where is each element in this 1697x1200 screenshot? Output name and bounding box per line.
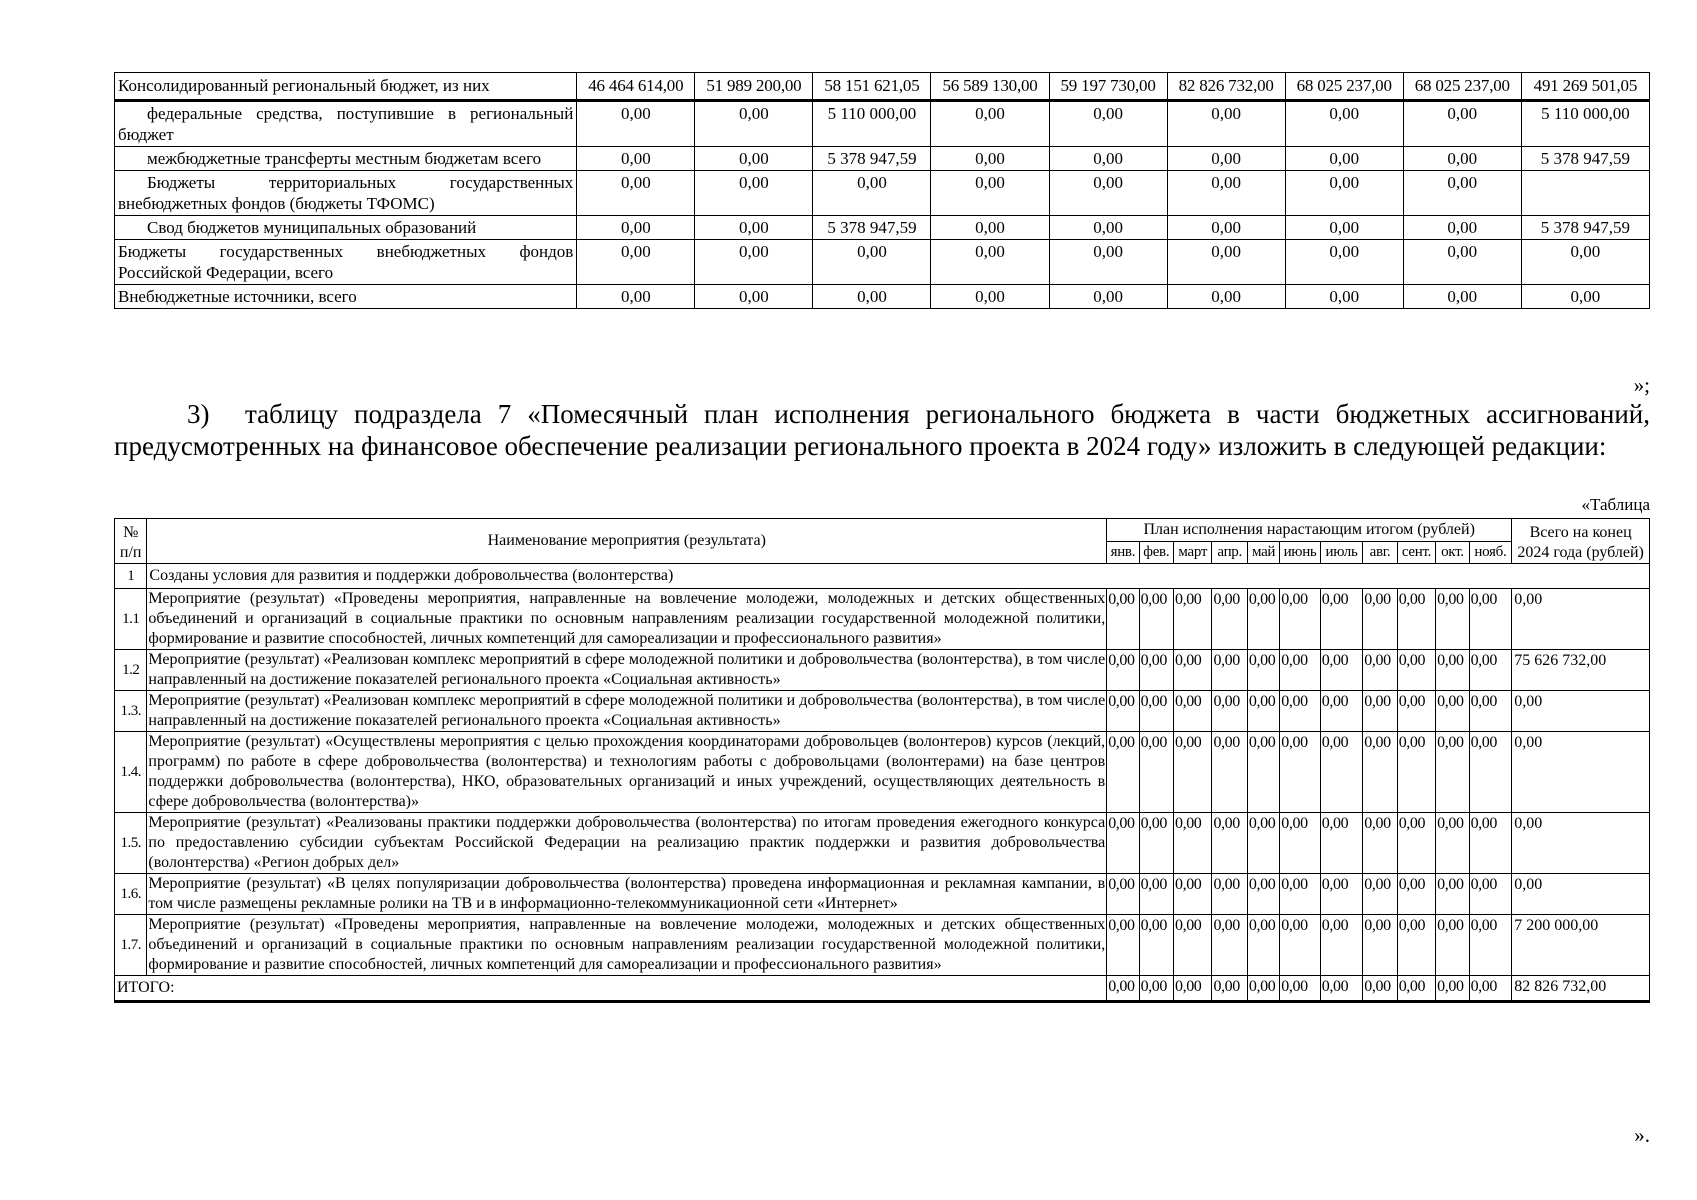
budget-value: 0,00 [1285,240,1403,285]
budget-value: 0,00 [1285,171,1403,216]
activity-row [115,732,1650,813]
month-value: 0,00 [1397,691,1435,732]
month-value: 0,00 [1139,589,1173,650]
activity-name: Мероприятие (результат) «В целях популяризации добровольчества (волонтерства) проведена информационная и рекламная кампании, в том числе размещены рекламные ролики на ТВ и в информационно-телекоммуникационной сети «Интернет» [147,874,1107,915]
budget-value: 5 378 947,59 [1521,147,1649,171]
month-value: 0,00 [1280,813,1320,874]
month-value: 0,00 [1139,915,1173,976]
month-value: 0,00 [1363,874,1397,915]
budget-value: 0,00 [1403,216,1521,240]
budget-value: 5 378 947,59 [1521,216,1649,240]
activity-num: 1.6. [115,874,147,915]
budget-row [115,285,1650,309]
month-value: 0,00 [1212,589,1247,650]
budget-value: 68 025 237,00 [1403,73,1521,101]
month-value: 0,00 [1247,732,1279,813]
section-row [115,564,1650,589]
itogo-label: ИТОГО: [115,976,1107,1002]
itogo-month-value: 0,00 [1436,976,1469,1002]
activity-total: 7 200 000,00 [1512,915,1650,976]
month-value: 0,00 [1139,650,1173,691]
budget-row [115,216,1650,240]
activity-num: 1.5. [115,813,147,874]
month-value: 0,00 [1247,691,1279,732]
budget-value: 0,00 [1049,147,1167,171]
header-total: Всего на конец 2024 года (рублей) [1512,519,1650,564]
budget-value: 0,00 [695,216,813,240]
month-value: 0,00 [1436,874,1469,915]
month-value: 0,00 [1320,813,1363,874]
budget-value: 5 110 000,00 [813,101,931,147]
activity-row [115,589,1650,650]
month-value: 0,00 [1212,813,1247,874]
month-value: 0,00 [1247,650,1279,691]
budget-value: 56 589 130,00 [931,73,1049,101]
activity-name: Мероприятие (результат) «Осуществлены мероприятия с целью прохождения координаторами добровольцев (волонтеров) курсов (лекций, программ) по работе в сфере добровольчества (волонтерства) и технологиям работы с добровольцами (волонтерами) на базе центров поддержки добровольчества (волонтерства), НКО, образовательных организаций и иных учреждений, осуществляющих деятельность в сфере добровольчества (волонтерства)» [147,732,1107,813]
itogo-month-value: 0,00 [1174,976,1212,1002]
budget-value: 0,00 [1285,216,1403,240]
budget-value: 0,00 [577,147,695,171]
month-value: 0,00 [1320,691,1363,732]
month-value: 0,00 [1469,915,1512,976]
budget-value: 0,00 [1521,285,1649,309]
activity-name: Мероприятие (результат) «Проведены мероприятия, направленные на вовлечение молодежи, молодежных и детских общественных объединений и организаций в социальные практики по основным направлениям реализации государственной молодежной политики, формирование и развитие способностей, личных компетенций для самореализации и профессионального развития» [147,589,1107,650]
activity-num: 1.4. [115,732,147,813]
month-value: 0,00 [1469,589,1512,650]
paragraph-number: 3) [187,399,210,429]
month-value: 0,00 [1397,650,1435,691]
month-value: 0,00 [1139,732,1173,813]
itogo-month-value: 0,00 [1397,976,1435,1002]
amendment-paragraph [114,398,1650,462]
activity-row [115,915,1650,976]
activity-total: 0,00 [1512,813,1650,874]
quote-close: »; [1633,373,1650,397]
header-month: фев. [1139,541,1173,564]
month-value: 0,00 [1469,650,1512,691]
itogo-month-value: 0,00 [1212,976,1247,1002]
budget-value: 0,00 [695,101,813,147]
activity-num: 1.7. [115,915,147,976]
month-value: 0,00 [1363,732,1397,813]
budget-table [114,72,1650,309]
month-value: 0,00 [1397,874,1435,915]
activity-num: 1.2 [115,650,147,691]
month-value: 0,00 [1436,650,1469,691]
budget-value: 5 378 947,59 [813,216,931,240]
header-month: нояб. [1469,541,1512,564]
budget-value: 0,00 [813,285,931,309]
budget-value: 0,00 [577,216,695,240]
budget-value: 0,00 [931,216,1049,240]
budget-value: 0,00 [1167,216,1285,240]
monthly-plan-table [114,518,1650,1003]
month-value: 0,00 [1280,589,1320,650]
header-month: окт. [1436,541,1469,564]
budget-row [115,147,1650,171]
header-month: авг. [1363,541,1397,564]
month-value: 0,00 [1436,813,1469,874]
budget-value: 0,00 [1049,240,1167,285]
budget-value: 0,00 [1167,101,1285,147]
month-value: 0,00 [1139,691,1173,732]
budget-row-name: межбюджетные трансферты местным бюджетам всего [115,147,577,171]
budget-value: 59 197 730,00 [1049,73,1167,101]
month-value: 0,00 [1174,691,1212,732]
activity-total: 75 626 732,00 [1512,650,1650,691]
budget-value: 58 151 621,05 [813,73,931,101]
budget-value: 0,00 [1167,285,1285,309]
budget-row [115,73,1650,101]
budget-value: 0,00 [577,171,695,216]
itogo-month-value: 0,00 [1247,976,1279,1002]
month-value: 0,00 [1139,813,1173,874]
budget-value: 0,00 [1285,147,1403,171]
budget-value: 0,00 [1403,101,1521,147]
budget-value: 0,00 [577,240,695,285]
activity-row [115,813,1650,874]
header-month: июль [1320,541,1363,564]
month-value: 0,00 [1320,915,1363,976]
budget-value: 0,00 [813,171,931,216]
budget-value: 0,00 [1049,101,1167,147]
budget-value: 0,00 [695,147,813,171]
month-value: 0,00 [1107,650,1139,691]
month-value: 0,00 [1247,813,1279,874]
month-value: 0,00 [1174,874,1212,915]
month-value: 0,00 [1469,813,1512,874]
month-value: 0,00 [1212,691,1247,732]
budget-value: 46 464 614,00 [577,73,695,101]
month-value: 0,00 [1280,874,1320,915]
month-value: 0,00 [1212,650,1247,691]
month-value: 0,00 [1107,915,1139,976]
month-value: 0,00 [1107,813,1139,874]
itogo-month-value: 0,00 [1469,976,1512,1002]
section-name: Созданы условия для развития и поддержки добровольчества (волонтерства) [147,564,1650,589]
budget-row-name: федеральные средства, поступившие в региональный бюджет [115,101,577,147]
month-value: 0,00 [1397,813,1435,874]
budget-value: 51 989 200,00 [695,73,813,101]
budget-value: 5 378 947,59 [813,147,931,171]
month-value: 0,00 [1363,589,1397,650]
month-value: 0,00 [1280,691,1320,732]
activity-name: Мероприятие (результат) «Проведены мероприятия, направленные на вовлечение молодежи, молодежных и детских общественных объединений и организаций в социальные практики по основным направлениям реализации государственной молодежной политики, формирование и развитие способностей, личных компетенций для самореализации и профессионального развития» [147,915,1107,976]
activity-total: 0,00 [1512,732,1650,813]
header-month: янв. [1107,541,1139,564]
month-value: 0,00 [1174,813,1212,874]
budget-value: 0,00 [931,171,1049,216]
budget-value: 0,00 [695,240,813,285]
activity-num: 1.1 [115,589,147,650]
month-value: 0,00 [1174,732,1212,813]
itogo-month-value: 0,00 [1320,976,1363,1002]
month-value: 0,00 [1397,915,1435,976]
month-value: 0,00 [1212,732,1247,813]
budget-value: 0,00 [1403,240,1521,285]
month-value: 0,00 [1320,589,1363,650]
budget-value: 0,00 [1403,171,1521,216]
month-value: 0,00 [1247,915,1279,976]
header-plan: План исполнения нарастающим итогом (рублей) [1107,519,1512,542]
month-value: 0,00 [1469,732,1512,813]
month-value: 0,00 [1247,874,1279,915]
budget-value: 0,00 [1285,285,1403,309]
budget-value: 0,00 [1049,171,1167,216]
budget-row-name: Свод бюджетов муниципальных образований [115,216,577,240]
month-value: 0,00 [1247,589,1279,650]
header-month: март [1174,541,1212,564]
itogo-month-value: 0,00 [1363,976,1397,1002]
budget-value: 0,00 [1167,240,1285,285]
month-value: 0,00 [1436,915,1469,976]
month-value: 0,00 [1212,915,1247,976]
month-value: 0,00 [1320,732,1363,813]
activity-row [115,691,1650,732]
month-value: 0,00 [1107,874,1139,915]
month-value: 0,00 [1363,915,1397,976]
budget-value: 0,00 [1521,240,1649,285]
month-value: 0,00 [1320,874,1363,915]
header-month: сент. [1397,541,1435,564]
budget-row-name: Бюджеты государственных внебюджетных фондов Российской Федерации, всего [115,240,577,285]
header-month: июнь [1280,541,1320,564]
budget-value: 0,00 [931,147,1049,171]
month-value: 0,00 [1469,691,1512,732]
activity-row [115,874,1650,915]
budget-value: 0,00 [1403,147,1521,171]
budget-value: 0,00 [1167,147,1285,171]
month-value: 0,00 [1280,732,1320,813]
activity-total: 0,00 [1512,874,1650,915]
budget-value: 0,00 [813,240,931,285]
budget-value: 491 269 501,05 [1521,73,1649,101]
budget-row [115,171,1650,216]
table-label: «Таблица [1581,495,1650,514]
itogo-row [115,976,1650,1002]
budget-value: 5 110 000,00 [1521,101,1649,147]
month-value: 0,00 [1174,589,1212,650]
budget-row [115,240,1650,285]
itogo-month-value: 0,00 [1280,976,1320,1002]
header-month: апр. [1212,541,1247,564]
activity-num: 1.3. [115,691,147,732]
month-value: 0,00 [1107,691,1139,732]
month-value: 0,00 [1280,650,1320,691]
budget-value: 0,00 [577,285,695,309]
month-value: 0,00 [1139,874,1173,915]
month-value: 0,00 [1320,650,1363,691]
budget-value: 0,00 [1049,285,1167,309]
month-value: 0,00 [1469,874,1512,915]
activity-name: Мероприятие (результат) «Реализован комплекс мероприятий в сфере молодежной политики и добровольчества (волонтерства), в том числе направленный на достижение показателей регионального проекта «Социальная активность» [147,650,1107,691]
header-num: № п/п [115,519,147,564]
month-value: 0,00 [1107,732,1139,813]
itogo-month-value: 0,00 [1139,976,1173,1002]
header-name: Наименование мероприятия (результата) [147,519,1107,564]
activity-name: Мероприятие (результат) «Реализован комплекс мероприятий в сфере молодежной политики и добровольчества (волонтерства), в том числе направленный на достижение показателей регионального проекта «Социальная активность» [147,691,1107,732]
month-value: 0,00 [1436,732,1469,813]
budget-value: 82 826 732,00 [1167,73,1285,101]
budget-value: 0,00 [1285,101,1403,147]
paragraph-line1: таблицу подраздела 7 «Помесячный план исполнения регионального бюджета в части бюджетных ассигнований, [245,399,1650,429]
budget-row-name: Консолидированный региональный бюджет, из них [115,73,577,101]
budget-value: 0,00 [577,101,695,147]
budget-row-name: Внебюджетные источники, всего [115,285,577,309]
activity-total: 0,00 [1512,589,1650,650]
paragraph-rest: предусмотренных на финансовое обеспечение реализации регионального проекта в 2024 году» изложить в следующей редакции: [114,431,1607,461]
activity-name: Мероприятие (результат) «Реализованы практики поддержки добровольчества (волонтерства) по итогам проведения ежегодного конкурса по предоставлению субсидии субъектам Российской Федерации на реализацию практик поддержки и развития добровольчества (волонтерства) «Регион добрых дел» [147,813,1107,874]
budget-value: 0,00 [695,285,813,309]
month-value: 0,00 [1280,915,1320,976]
quote-close-final: ». [1634,1123,1650,1147]
month-value: 0,00 [1397,732,1435,813]
month-value: 0,00 [1363,691,1397,732]
budget-value: 0,00 [931,240,1049,285]
budget-value: 0,00 [1049,216,1167,240]
activity-row [115,650,1650,691]
itogo-total: 82 826 732,00 [1512,976,1650,1002]
budget-value: 68 025 237,00 [1285,73,1403,101]
budget-value: 0,00 [931,285,1049,309]
budget-row [115,101,1650,147]
month-value: 0,00 [1107,589,1139,650]
month-value: 0,00 [1397,589,1435,650]
budget-value: 0,00 [931,101,1049,147]
month-value: 0,00 [1212,874,1247,915]
header-month: май [1247,541,1279,564]
budget-value: 0,00 [1167,171,1285,216]
month-value: 0,00 [1363,650,1397,691]
itogo-month-value: 0,00 [1107,976,1139,1002]
month-value: 0,00 [1363,813,1397,874]
section-num: 1 [115,564,147,589]
month-value: 0,00 [1174,650,1212,691]
month-value: 0,00 [1436,691,1469,732]
budget-row-name: Бюджеты территориальных государственных внебюджетных фондов (бюджеты ТФОМС) [115,171,577,216]
month-value: 0,00 [1436,589,1469,650]
budget-value: 0,00 [695,171,813,216]
budget-value: 0,00 [1403,285,1521,309]
month-value: 0,00 [1174,915,1212,976]
budget-value [1521,171,1649,216]
activity-total: 0,00 [1512,691,1650,732]
